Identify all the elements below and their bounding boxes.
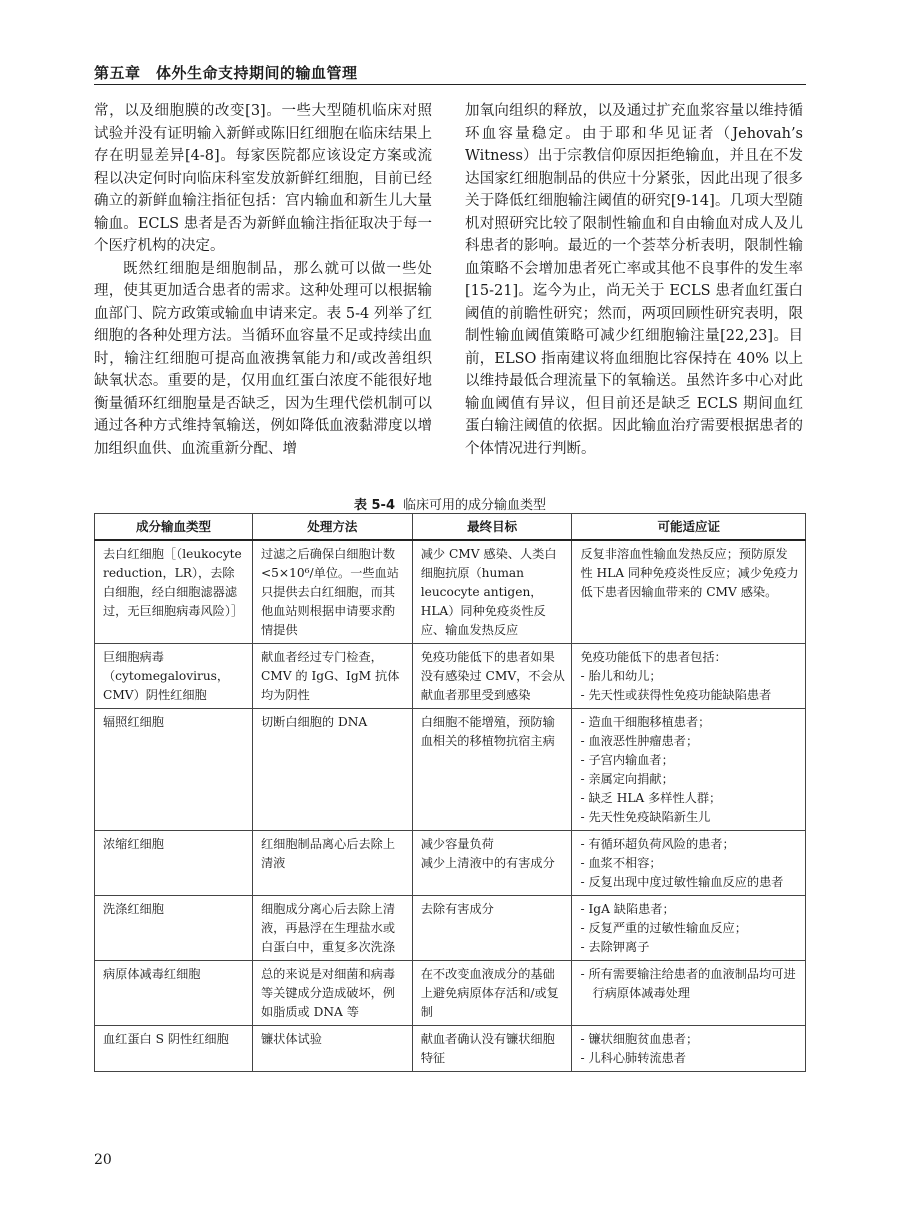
indication-list <box>580 648 799 705</box>
indication-item: - 血浆不相容； <box>580 856 662 870</box>
cell-type: 病原体减毒红细胞 <box>95 961 253 1026</box>
table-caption <box>0 494 900 513</box>
cell-method: 献血者经过专门检查，CMV 的 IgG、IgM 抗体均为阴性 <box>252 644 412 709</box>
cell-goal: 免疫功能低下的患者如果没有感染过 CMV，不会从献血者那里受到感染 <box>412 644 572 709</box>
indication-list <box>580 900 799 957</box>
cell-indications <box>572 831 806 896</box>
cell-type: 去白红细胞［（leukocyte reduction，LR），去除白细胞，经白细胞滤器滤过，无巨细胞病毒风险）］ <box>95 540 253 644</box>
header-goal: 最终目标 <box>412 514 572 541</box>
indication-item: - 亲属定向捐献； <box>580 772 674 786</box>
cell-indications <box>572 1026 806 1072</box>
cell-goal: 白细胞不能增殖，预防输血相关的移植物抗宿主病 <box>412 709 572 831</box>
indication-item: 反复非溶血性输血发热反应；预防原发性 HLA 同种免疫炎性反应；减少免疫力低下患者因输血带来的 CMV 感染。 <box>580 547 799 599</box>
indication-item: - 反复出现中度过敏性输血反应的患者 <box>580 875 784 889</box>
cell-indications <box>572 644 806 709</box>
cell-indications <box>572 709 806 831</box>
header-indications: 可能适应证 <box>572 514 806 541</box>
indication-item: - 缺乏 HLA 多样性人群； <box>580 791 722 805</box>
cell-indications <box>572 961 806 1026</box>
cell-type: 血红蛋白 S 阴性红细胞 <box>95 1026 253 1072</box>
indication-item: - 造血干细胞移植患者； <box>580 715 711 729</box>
indication-list <box>580 713 799 827</box>
table-row <box>95 709 806 831</box>
body-paragraph: 既然红细胞是细胞制品，那么就可以做一些处理，使其更加适合患者的需求。这种处理可以根据输血部门、院方政策或输血申请来定。表 5-4 列举了红细胞的各种处理方法。当循环血容量不足或持续出血时，输注红细胞可提高血液携氧能力和/或改善组织缺氧状态。重要的是，仅用血红蛋白浓度不能很好地衡量循环红细胞量是否缺乏，因为生理代偿机制可以通过各种方式维持氧输送，例如降低血液黏滞度以增加组织血供、血流重新分配、增 <box>94 260 432 457</box>
cell-method: 总的来说是对细菌和病毒等关键成分造成破坏，例如脂质或 DNA 等 <box>252 961 412 1026</box>
running-header <box>94 60 806 85</box>
indication-list <box>580 835 799 892</box>
indication-item: 免疫功能低下的患者包括： <box>580 650 727 664</box>
cell-type: 洗涤红细胞 <box>95 896 253 961</box>
table-title: 临床可用的成分输血类型 <box>403 498 547 513</box>
table-row <box>95 644 806 709</box>
cell-method: 镰状体试验 <box>252 1026 412 1072</box>
cell-goal: 减少 CMV 感染、人类白细胞抗原（human leucocyte antigen，HLA）同种免疫炎性反应、输血发热反应 <box>412 540 572 644</box>
table-row <box>95 896 806 961</box>
indication-item: - 反复严重的过敏性输血反应； <box>580 921 747 935</box>
body-paragraph: 常，以及细胞膜的改变[3]。一些大型随机临床对照试验并没有证明输入新鲜或陈旧红细胞在临床结果上存在明显差异[4-8]。每家医院都应该设定方案或流程以决定何时向临床科室发放新鲜红细胞，目前已经确立的新鲜血输注指征包括：宫内输血和新生儿大量输血。ECLS 患者是否为新鲜血输注指征取决于每一个医疗机构的决定。 <box>94 103 432 254</box>
cell-type: 巨细胞病毒（cytomegalovirus，CMV）阴性红细胞 <box>95 644 253 709</box>
indication-item: - 血液恶性肿瘤患者； <box>580 734 699 748</box>
cell-type: 浓缩红细胞 <box>95 831 253 896</box>
indication-item: - IgA 缺陷患者； <box>580 902 675 916</box>
transfusion-types-table <box>94 513 806 1072</box>
indication-item: - 先天性或获得性免疫功能缺陷患者 <box>580 688 772 702</box>
table-header-row <box>95 514 806 541</box>
cell-indications <box>572 896 806 961</box>
body-paragraph: 加氧向组织的释放，以及通过扩充血浆容量以维持循环血容量稳定。由于耶和华见证者（Jehovah’s Witness）出于宗教信仰原因拒绝输血，并且在不发达国家红细胞制品的供应十分紧张，因此出现了很多关于降低红细胞输注阈值的研究[9-14]。几项大型随机对照研究比较了限制性输血和自由输血对成人及儿科患者的影响。最近的一个荟萃分析表明，限制性输血策略不会增加患者死亡率或其他不良事件的发生率[15-21]。迄今为止，尚无关于 ECLS 患者血红蛋白阈值的前瞻性研究；然而，两项回顾性研究表明，限制性输血阈值策略可减少红细胞输注量[22,23]。目前，ELSO 指南建议将血细胞比容保持在 40% 以上以维持最低合理流量下的氧输送。虽然许多中心对此输血阈值有异议，但目前还是缺乏 ECLS 期间血红蛋白输注阈值的依据。因此输血治疗需要根据患者的个体情况进行判断。 <box>465 103 803 457</box>
indication-item: - 所有需要输注给患者的血液制品均可进行病原体减毒处理 <box>580 967 796 1000</box>
table-row <box>95 1026 806 1072</box>
indication-list <box>580 1030 799 1068</box>
indication-list <box>580 545 799 602</box>
table-body <box>95 540 806 1072</box>
indication-item: - 去除钾离子 <box>580 940 650 954</box>
header-method: 处理方法 <box>252 514 412 541</box>
indication-item: - 先天性免疫缺陷新生儿 <box>580 810 711 824</box>
indication-item: - 儿科心肺转流患者 <box>580 1051 686 1065</box>
cell-method: 细胞成分离心后去除上清液，再悬浮在生理盐水或白蛋白中，重复多次洗涤 <box>252 896 412 961</box>
left-column <box>94 100 432 460</box>
indication-list <box>580 965 799 1003</box>
table-number: 表 5-4 <box>353 498 395 513</box>
cell-goal: 在不改变血液成分的基础上避免病原体存活和/或复制 <box>412 961 572 1026</box>
table-row <box>95 831 806 896</box>
header-type: 成分输血类型 <box>95 514 253 541</box>
cell-type: 辐照红细胞 <box>95 709 253 831</box>
cell-method: 红细胞制品离心后去除上清液 <box>252 831 412 896</box>
table-row <box>95 540 806 644</box>
page-number: 20 <box>94 1152 112 1168</box>
table-row <box>95 961 806 1026</box>
indication-item: - 有循环超负荷风险的患者； <box>580 837 735 851</box>
cell-goal: 献血者确认没有镰状细胞特征 <box>412 1026 572 1072</box>
indication-item: - 镰状细胞贫血患者； <box>580 1032 699 1046</box>
indication-item: - 胎儿和幼儿； <box>580 669 662 683</box>
cell-method: 过滤之后确保白细胞计数<5×10⁶/单位。一些血站只提供去白红细胞，而其他血站则根据申请要求酌情提供 <box>252 540 412 644</box>
right-column <box>465 100 803 460</box>
cell-indications <box>572 540 806 644</box>
cell-goal: 减少容量负荷 减少上清液中的有害成分 <box>412 831 572 896</box>
indication-item: - 子宫内输血者； <box>580 753 674 767</box>
cell-goal: 去除有害成分 <box>412 896 572 961</box>
chapter-title: 第五章 体外生命支持期间的输血管理 <box>94 64 358 82</box>
cell-method: 切断白细胞的 DNA <box>252 709 412 831</box>
